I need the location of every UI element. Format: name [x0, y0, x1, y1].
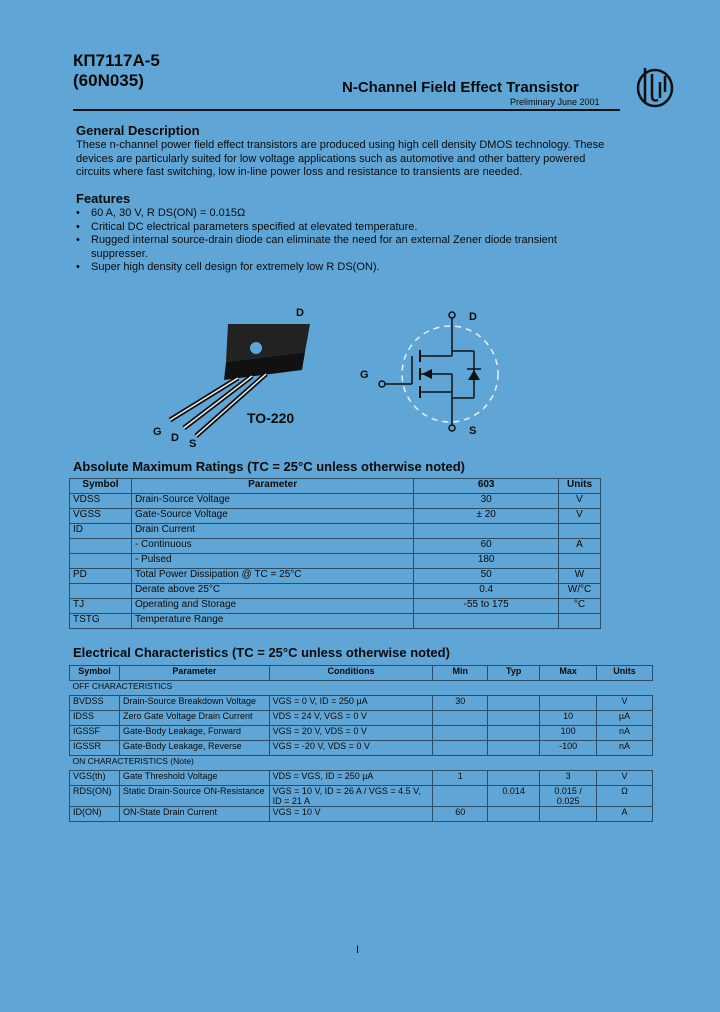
col-header: 603 — [414, 479, 559, 494]
mosfet-symbol-icon — [370, 306, 500, 436]
cell: VGS = 20 V, VDS = 0 V — [269, 726, 433, 741]
col-header: Symbol — [70, 479, 132, 494]
cell: µA — [597, 711, 653, 726]
table-row — [70, 696, 653, 711]
feature-item: • Super high density cell design for extremely low R DS(ON). — [74, 261, 614, 275]
table-row — [70, 771, 653, 786]
cell: V — [559, 509, 601, 524]
cell: Operating and Storage — [131, 599, 413, 614]
table-row — [70, 614, 601, 629]
col-header: Min — [433, 666, 488, 681]
cell — [414, 614, 559, 629]
cell: 100 — [540, 726, 597, 741]
cell: VGSS — [70, 509, 132, 524]
table-row — [70, 807, 653, 822]
cell — [488, 807, 540, 822]
cell — [70, 539, 132, 554]
features-heading: Features — [76, 191, 131, 206]
col-header: Typ — [488, 666, 540, 681]
cell: Gate-Source Voltage — [131, 509, 413, 524]
cell: Drain-Source Voltage — [131, 494, 413, 509]
cell — [433, 726, 488, 741]
table-row — [70, 569, 601, 584]
cell: ID(ON) — [70, 807, 120, 822]
cell: ID — [70, 524, 132, 539]
abs-max-heading: Absolute Maximum Ratings (TC = 25°C unless otherwise noted) — [73, 459, 466, 474]
cell: VDS = VGS, ID = 250 µA — [269, 771, 433, 786]
cell: RDS(ON) — [70, 786, 120, 807]
package-drain-label: D — [296, 307, 304, 319]
to220-package-icon — [140, 302, 340, 452]
cell: 60 — [433, 807, 488, 822]
cell: A — [559, 539, 601, 554]
cell: 10 — [540, 711, 597, 726]
cell: Derate above 25°C — [131, 584, 413, 599]
cell: Gate-Body Leakage, Reverse — [119, 741, 269, 756]
table-row — [70, 599, 601, 614]
cell: W — [559, 569, 601, 584]
section-row — [70, 756, 653, 771]
abs-max-table — [69, 478, 601, 629]
pin-d-label: D — [171, 432, 179, 444]
cell: IDSS — [70, 711, 120, 726]
cell — [559, 524, 601, 539]
table-row — [70, 554, 601, 569]
part-number-alt: (60N035) — [73, 71, 144, 90]
cell: -55 to 175 — [414, 599, 559, 614]
cell — [488, 726, 540, 741]
cell: VDS = 24 V, VGS = 0 V — [269, 711, 433, 726]
cell: - Continuous — [131, 539, 413, 554]
cell: VGS(th) — [70, 771, 120, 786]
col-header: Units — [597, 666, 653, 681]
cell: nA — [597, 726, 653, 741]
cell: Zero Gate Voltage Drain Current — [119, 711, 269, 726]
cell: VDSS — [70, 494, 132, 509]
cell — [488, 771, 540, 786]
cell: 30 — [433, 696, 488, 711]
cell: VGS = 0 V, ID = 250 µA — [269, 696, 433, 711]
cell: ON-State Drain Current — [119, 807, 269, 822]
cell — [414, 524, 559, 539]
cell: PD — [70, 569, 132, 584]
cell: Drain-Source Breakdown Voltage — [119, 696, 269, 711]
cell: 60 — [414, 539, 559, 554]
symbol-drain-label: D — [469, 311, 477, 323]
cell — [540, 696, 597, 711]
cell: nA — [597, 741, 653, 756]
table-row — [70, 494, 601, 509]
cell: -100 — [540, 741, 597, 756]
cell: IGSSR — [70, 741, 120, 756]
table-row — [70, 584, 601, 599]
feature-item: • Rugged internal source-drain diode can eliminate the need for an external Zener diode transient suppresser. — [74, 234, 614, 261]
table-row — [70, 711, 653, 726]
part-number: КП7117А-5 — [73, 51, 160, 70]
cell: Gate-Body Leakage, Forward — [119, 726, 269, 741]
cell: BVDSS — [70, 696, 120, 711]
col-header: Parameter — [119, 666, 269, 681]
table-row — [70, 509, 601, 524]
cell: 0.014 — [488, 786, 540, 807]
header-divider — [73, 109, 620, 111]
cell — [540, 807, 597, 822]
cell: W/°C — [559, 584, 601, 599]
cell: V — [597, 696, 653, 711]
cell: V — [559, 494, 601, 509]
col-header: Symbol — [70, 666, 120, 681]
cell: 50 — [414, 569, 559, 584]
cell: 0.4 — [414, 584, 559, 599]
cell — [559, 554, 601, 569]
feature-item: • Critical DC electrical parameters specified at elevated temperature. — [74, 221, 614, 235]
feature-item: • 60 A, 30 V, R DS(ON) = 0.015Ω — [74, 207, 614, 221]
cell: Gate Threshold Voltage — [119, 771, 269, 786]
table-row — [70, 741, 653, 756]
section-label: OFF CHARACTERISTICS — [70, 681, 653, 696]
cell: V — [597, 771, 653, 786]
cell — [488, 741, 540, 756]
table-header-row — [70, 666, 653, 681]
section-label: ON CHARACTERISTICS (Note) — [70, 756, 653, 771]
pin-s-label: S — [189, 438, 197, 450]
cell: IGSSF — [70, 726, 120, 741]
table-row — [70, 726, 653, 741]
cell: TSTG — [70, 614, 132, 629]
cell: °C — [559, 599, 601, 614]
general-description-text: These n-channel power field effect transistors are produced using high cell density DMOS technology. These devices are particularly suited for low voltage applications such as automotive and other battery powered circuits where fast switching, low in-line power loss and resistance to transients are needed. — [76, 139, 605, 178]
cell: TJ — [70, 599, 132, 614]
company-logo-icon — [630, 62, 680, 110]
col-header: Parameter — [131, 479, 413, 494]
document-date: Preliminary June 2001 — [510, 97, 600, 107]
cell: Ω — [597, 786, 653, 807]
cell: 0.015 / 0.025 — [540, 786, 597, 807]
package-name: TO-220 — [247, 410, 295, 426]
cell: Static Drain-Source ON-Resistance — [119, 786, 269, 807]
table-header-row — [70, 479, 601, 494]
col-header: Conditions — [269, 666, 433, 681]
page-title: N-Channel Field Effect Transistor — [342, 79, 579, 96]
cell: ± 20 — [414, 509, 559, 524]
cell: VGS = 10 V — [269, 807, 433, 822]
table-row — [70, 524, 601, 539]
elec-heading: Electrical Characteristics (TC = 25°C unless otherwise noted) — [73, 645, 450, 660]
table-row — [70, 539, 601, 554]
cell: 3 — [540, 771, 597, 786]
cell — [433, 786, 488, 807]
col-header: Units — [559, 479, 601, 494]
cell: 30 — [414, 494, 559, 509]
general-description-heading: General Description — [76, 123, 200, 138]
cell — [559, 614, 601, 629]
symbol-source-label: S — [469, 425, 477, 437]
elec-table — [69, 665, 653, 822]
pin-g-label: G — [153, 426, 162, 438]
page-number: I — [356, 944, 360, 956]
cell: Drain Current — [131, 524, 413, 539]
col-header: Max — [540, 666, 597, 681]
cell — [433, 741, 488, 756]
cell: Total Power Dissipation @ TC = 25°C — [131, 569, 413, 584]
cell — [70, 584, 132, 599]
cell: VGS = 10 V, ID = 26 A / VGS = 4.5 V, ID = 21 A — [269, 786, 433, 807]
section-row — [70, 681, 653, 696]
cell — [70, 554, 132, 569]
cell — [488, 711, 540, 726]
cell: - Pulsed — [131, 554, 413, 569]
cell: 1 — [433, 771, 488, 786]
cell: A — [597, 807, 653, 822]
cell — [433, 711, 488, 726]
cell: VGS = -20 V, VDS = 0 V — [269, 741, 433, 756]
cell: Temperature Range — [131, 614, 413, 629]
symbol-gate-label: G — [360, 369, 369, 381]
features-list — [74, 207, 614, 275]
table-row — [70, 786, 653, 807]
cell: 180 — [414, 554, 559, 569]
cell — [488, 696, 540, 711]
